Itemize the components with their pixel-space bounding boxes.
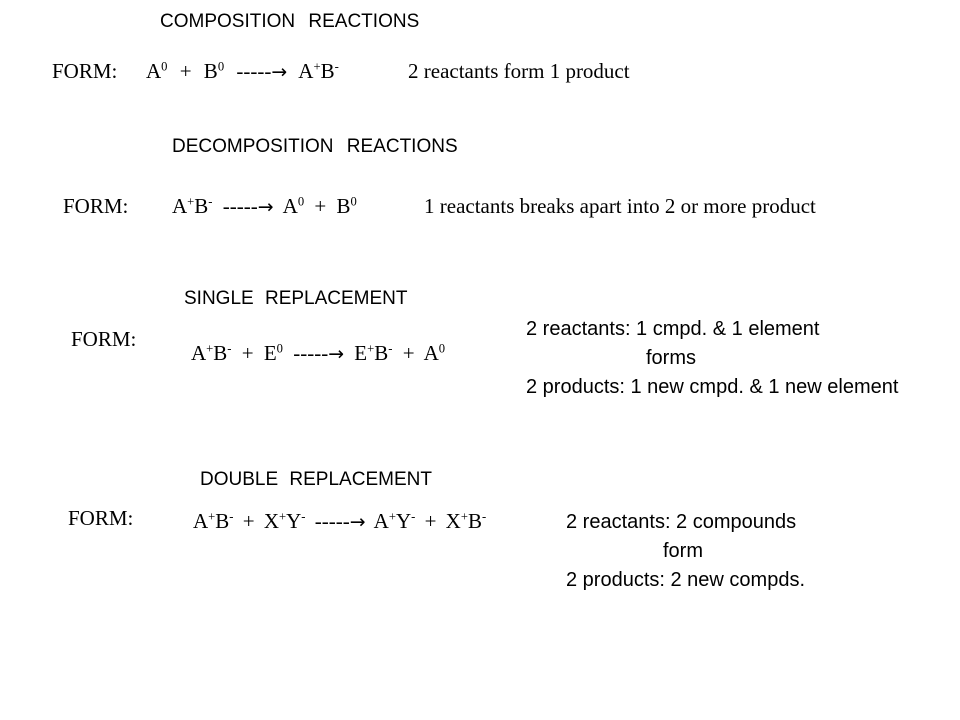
equation-text: A [146,59,162,83]
equation-superscript: + [313,59,321,74]
single-replacement-description [526,319,946,409]
equation-text: B [320,59,335,83]
composition-equation [146,61,339,82]
double-replacement-heading: DOUBLE REPLACEMENT [200,469,432,490]
equation-text: B [467,509,482,533]
composition-form-label: FORM: [52,59,118,83]
equation-superscript: 0 [276,341,283,356]
equation-text: + X [233,509,280,533]
decomposition-heading: DECOMPOSITION REACTIONS [172,136,458,157]
equation-text: ----- [305,509,350,533]
equation-text: ----- [224,59,272,83]
reaction-arrow-icon: → [271,61,288,83]
equation-superscript: - [301,509,306,524]
equation-text: A [172,194,188,218]
equation-text: + X [415,509,461,533]
equation-superscript: 0 [217,59,225,74]
equation-superscript: 0 [297,194,305,209]
equation-superscript: - [481,509,487,524]
equation-superscript: + [367,341,375,356]
equation-text: ----- [212,194,258,218]
equation-superscript: + [208,509,216,524]
equation-superscript: + [206,341,214,356]
equation-superscript: + [460,509,468,524]
single-replacement-heading: SINGLE REPLACEMENT [184,288,408,309]
equation-superscript: + [279,509,287,524]
reaction-arrow-icon: → [328,343,345,365]
composition-description: 2 reactants form 1 product [408,59,630,83]
description-line: 2 reactants: 1 cmpd. & 1 element [526,318,820,340]
equation-superscript: 0 [438,341,446,356]
equation-superscript: - [388,341,393,356]
equation-text: A [191,341,207,365]
equation-text: ----- [282,341,329,365]
description-line: 2 products: 1 new cmpd. & 1 new element [526,376,899,398]
equation-text: Y [286,509,302,533]
equation-superscript: - [208,194,213,209]
equation-text: + B [304,194,351,218]
equation-superscript: + [388,509,396,524]
equation-superscript: 0 [350,194,357,209]
equation-text: B [215,509,230,533]
double-replacement-equation [193,511,486,532]
equation-superscript: - [411,509,416,524]
equation-superscript: - [334,59,339,74]
equation-superscript: + [187,194,195,209]
equation-text: A [273,194,298,218]
decomposition-description: 1 reactants breaks apart into 2 or more product [424,194,816,218]
equation-text: + B [167,59,218,83]
equation-text: + E [231,341,277,365]
description-line: forms [646,347,696,369]
double-replacement-description [566,512,866,602]
equation-text: A [287,59,314,83]
equation-text: A [365,509,389,533]
decomposition-form-label: FORM: [63,194,129,218]
equation-superscript: - [229,509,234,524]
equation-text: Y [395,509,412,533]
reaction-arrow-icon: → [349,511,366,533]
single-replacement-form-label: FORM: [71,327,137,351]
composition-heading: COMPOSITION REACTIONS [160,11,420,32]
description-line: form [663,540,703,562]
equation-text: B [194,194,209,218]
equation-superscript: 0 [161,59,168,74]
single-replacement-equation [191,343,445,364]
description-line: 2 reactants: 2 compounds [566,511,797,533]
description-line: 2 products: 2 new compds. [566,569,806,591]
equation-text: B [213,341,228,365]
equation-text: E [344,341,368,365]
equation-text: A [193,509,209,533]
equation-text: + A [392,341,439,365]
double-replacement-form-label: FORM: [68,506,134,530]
reaction-arrow-icon: → [257,196,274,218]
decomposition-equation [172,196,357,217]
equation-superscript: - [227,341,232,356]
equation-text: B [374,341,389,365]
